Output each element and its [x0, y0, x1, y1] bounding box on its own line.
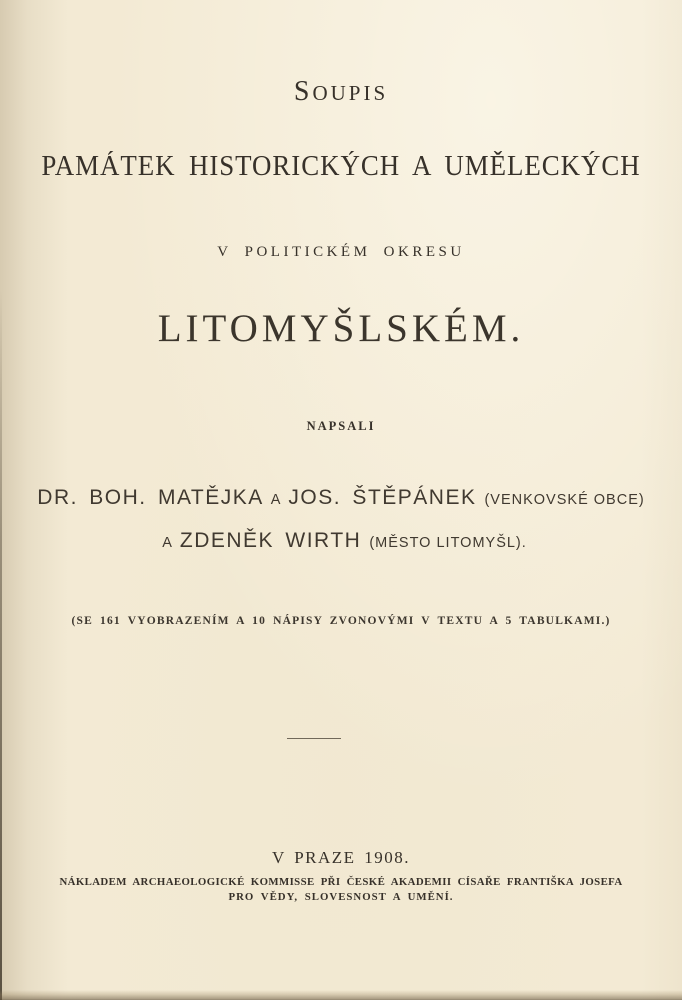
author-name-2: JOS. ŠTĚPÁNEK: [288, 486, 477, 509]
author-name-1: DR. BOH. MATĚJKA: [37, 486, 264, 509]
page-bottom-edge-shadow: [0, 990, 682, 1000]
series-title-initial: S: [293, 76, 313, 107]
publisher-line-1: NÁKLADEM ARCHAEOLOGICKÉ KOMMISSE PŘI ČESKÉ AKADEMII CÍSAŘE FRANTIŠKA JOSEFA: [59, 876, 623, 888]
contents-note: (SE 161 VYOBRAZENÍM A 10 NÁPISY ZVONOVÝMI V TEXTU A 5 TABULKAMI.): [71, 615, 611, 627]
series-title: [0, 76, 682, 108]
publisher-line-2: PRO VĚDY, SLOVESNOST A UMĚNÍ.: [228, 891, 454, 903]
series-title-rest: OUPIS: [312, 81, 389, 105]
imprint-place-year: V PRAZE 1908.: [271, 848, 411, 867]
author-name-3: ZDENĚK WIRTH: [179, 529, 362, 552]
divider-rule: [287, 738, 341, 739]
author-line-2: [0, 529, 682, 553]
collection-title-line: PAMÁTEK HISTORICKÝCH A UMĚLECKÝCH: [41, 151, 641, 182]
main-title: LITOMYŠLSKÉM.: [157, 307, 525, 350]
author-conjunction-2: A: [162, 535, 173, 551]
district-subtitle: V POLITICKÉM OKRESU: [217, 244, 465, 260]
author-line-1: [0, 486, 682, 510]
author-conjunction-1: A: [270, 492, 282, 508]
author-note-1: (VENKOVSKÉ OBCE): [484, 492, 645, 508]
byline-label: NAPSALI: [306, 419, 376, 433]
author-note-2: (MĚSTO LITOMYŠL).: [369, 535, 527, 551]
page-left-edge-shadow: [0, 290, 2, 1000]
